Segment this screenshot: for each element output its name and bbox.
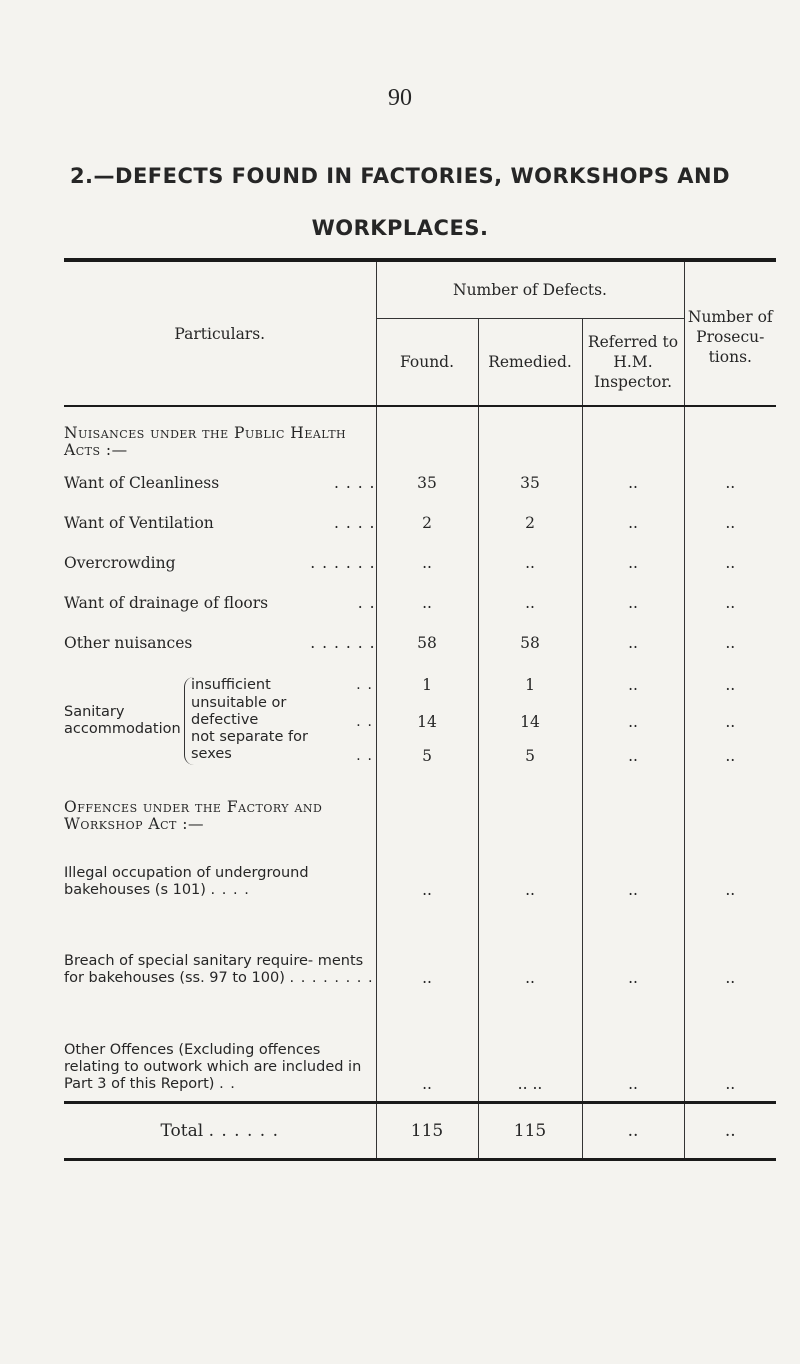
section-offences: Offences under the Factory and Workshop Act :— <box>64 798 323 833</box>
table-row: Want of drainage of floors . . .. .. .. .. <box>64 583 776 623</box>
table-row: Overcrowding . . . . . . .. .. .. .. <box>64 543 776 583</box>
row-label: insufficient <box>191 677 271 693</box>
total-found: 115 <box>376 1103 478 1160</box>
referred-cell: .. <box>582 463 684 503</box>
remedied-cell: .. <box>478 837 582 903</box>
prosecutions-cell: .. <box>725 676 736 694</box>
prosecutions-cell: .. <box>725 713 736 731</box>
row-label: Overcrowding <box>64 554 176 572</box>
found-cell: .. <box>376 837 478 903</box>
referred-cell: .. <box>582 991 684 1103</box>
number-of-defects-header: Number of Defects. <box>376 260 684 319</box>
remedied-cell: .. <box>478 583 582 623</box>
prosecutions-header: Number of Prosecu- tions. <box>684 260 776 406</box>
remedied-header: Remedied. <box>478 319 582 407</box>
prosecutions-cell: .. <box>725 747 736 765</box>
referred-cell: .. <box>628 747 638 765</box>
referred-header: Referred to H.M. Inspector. <box>582 319 684 407</box>
prosecutions-cell: .. <box>684 837 776 903</box>
found-cell: 5 <box>422 747 432 765</box>
remedied-cell: .. <box>478 543 582 583</box>
total-prosecutions: .. <box>684 1103 776 1160</box>
total-remedied: 115 <box>478 1103 582 1160</box>
found-header: Found. <box>376 319 478 407</box>
table-row: Other Offences (Excluding offences relating to outwork which are included in Part 3 of this Report) . . .. .. .. .. .. <box>64 991 776 1103</box>
prosecutions-cell: .. <box>684 903 776 991</box>
table-row: Want of Cleanliness . . . . 35 35 .. .. <box>64 463 776 503</box>
referred-cell: .. <box>582 837 684 903</box>
referred-cell: .. <box>582 623 684 663</box>
remedied-cell: 5 <box>525 747 535 765</box>
row-label: Want of drainage of floors <box>64 594 269 612</box>
table-row: Want of Ventilation . . . . 2 2 .. .. <box>64 503 776 543</box>
remedied-cell: 58 <box>478 623 582 663</box>
remedied-cell: 2 <box>478 503 582 543</box>
found-cell: .. <box>376 583 478 623</box>
particulars-header: Particulars. <box>64 260 376 406</box>
defects-table <box>64 258 776 1161</box>
row-label: Other Offences (Excluding offences relating to outwork which are included in Part 3 of this Report) <box>64 1042 362 1092</box>
found-cell: 14 <box>417 713 437 731</box>
row-label: Illegal occupation of underground bakehouses (s 101) <box>64 865 309 898</box>
total-row: Total . . . . . . 115 115 .. .. <box>64 1103 776 1160</box>
row-label: Want of Cleanliness <box>64 474 220 492</box>
prosecutions-cell: .. <box>684 583 776 623</box>
remedied-cell: 35 <box>478 463 582 503</box>
sanitary-group-label: Sanitary accommodation <box>64 704 181 737</box>
page-heading: 2.—DEFECTS FOUND IN FACTORIES, WORKSHOPS AND WORKPLACES. <box>69 164 731 240</box>
prosecutions-cell: .. <box>684 463 776 503</box>
prosecutions-cell: .. <box>684 623 776 663</box>
table-row: Illegal occupation of underground bakehouses (s 101) . . . . .. .. .. .. <box>64 837 776 903</box>
remedied-cell: 1 <box>525 676 535 694</box>
row-label: not separate for sexes <box>191 729 308 762</box>
row-label: Breach of special sanitary require- ments for bakehouses (ss. 97 to 100) <box>64 953 364 986</box>
total-label: Total <box>160 1121 204 1141</box>
found-cell: 58 <box>376 623 478 663</box>
referred-cell: .. <box>582 583 684 623</box>
referred-cell: .. <box>582 903 684 991</box>
remedied-cell: .. <box>478 903 582 991</box>
found-cell: 1 <box>422 676 432 694</box>
row-label: Want of Ventilation <box>64 514 214 532</box>
prosecutions-cell: .. <box>684 543 776 583</box>
referred-cell: .. <box>628 713 638 731</box>
remedied-cell: 14 <box>520 713 540 731</box>
prosecutions-cell: .. <box>684 503 776 543</box>
referred-cell: .. <box>582 503 684 543</box>
total-referred: .. <box>582 1103 684 1160</box>
row-label: unsuitable or defective <box>191 695 287 728</box>
row-label: Other nuisances <box>64 634 193 652</box>
referred-cell: .. <box>628 676 638 694</box>
table-row: Breach of special sanitary require- ments for bakehouses (ss. 97 to 100) . . . . . . . . .. .. .. .. <box>64 903 776 991</box>
prosecutions-cell: .. <box>684 991 776 1103</box>
found-cell: .. <box>376 991 478 1103</box>
found-cell: 2 <box>376 503 478 543</box>
table-row: Other nuisances . . . . . . 58 58 .. .. <box>64 623 776 663</box>
found-cell: .. <box>376 543 478 583</box>
sanitary-group: Sanitary accommodation insufficient . . unsuitable or defective . . not separate for sexes . . 1 14 5 1 14 5 .. .. .. .. .. .. <box>64 663 776 769</box>
section-nuisances: Nuisances under the Public Health Acts :— <box>64 424 347 459</box>
referred-cell: .. <box>582 543 684 583</box>
remedied-cell: .. .. <box>478 991 582 1103</box>
found-cell: 35 <box>376 463 478 503</box>
found-cell: .. <box>376 903 478 991</box>
page-number: 90 <box>388 85 412 111</box>
